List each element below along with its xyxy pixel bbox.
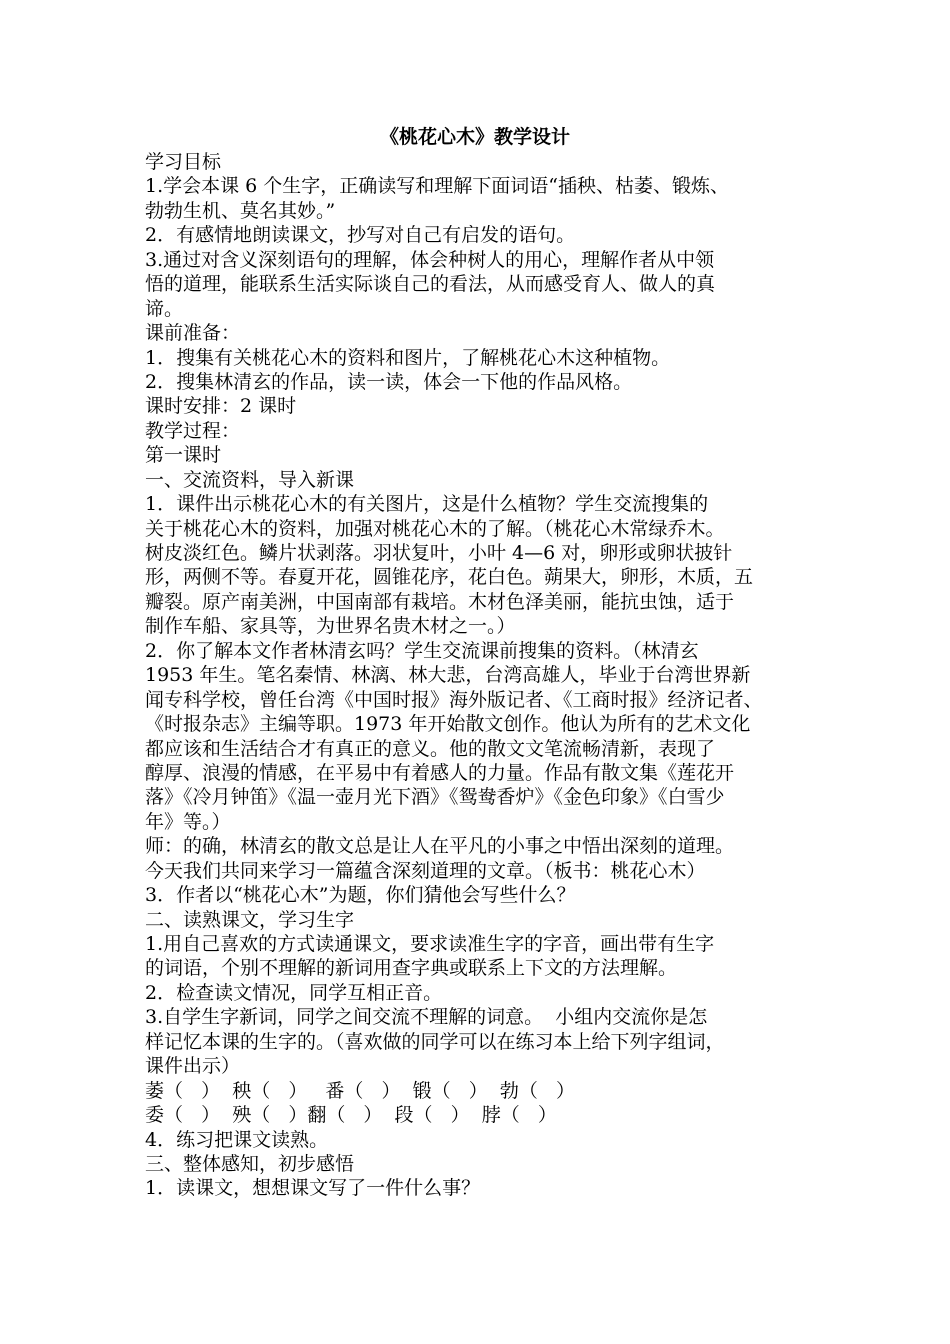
text-line: 1．读课文，想想课文写了一件什么事？ [145,1177,481,1200]
text-line: 都应该和生活结合才有真正的意义。他的散文文笔流畅清新，表现了 [145,737,716,760]
document-title: 《桃花心木》教学设计 [379,126,570,148]
text-line: 2．有感情地朗读课文，抄写对自己有启发的语句。 [145,224,576,247]
text-line: 树皮淡红色。鳞片状剥落。羽状复叶，小叶 4—6 对，卵形或卵状披针 [145,542,733,564]
text-line: 2．搜集林清玄的作品，读一读，体会一下他的作品风格。 [145,370,633,393]
text-line: 样记忆本课的生字的。（喜欢做的同学可以在练习本上给下列字组词， [145,1030,725,1053]
text-line: 1．课件出示桃花心木的有关图片，这是什么植物？学生交流搜集的 [145,493,709,516]
text-line: 课件出示） [145,1055,241,1078]
text-line: 3.自学生字新词，同学之间交流不理解的词意。 小组内交流你是怎 [145,1006,708,1029]
text-line: 1.学会本课 6 个生字，正确读写和理解下面词语“插秧、枯萎、锻炼、 [145,175,730,198]
text-line: 谛。 [145,297,184,320]
document-body [145,150,815,1201]
text-line: 3.通过对含义深刻语句的理解，体会种树人的用心，理解作者从中领 [145,248,715,271]
text-line: 的词语，个别不理解的新词用查字典或联系上下文的方法理解。 [145,957,678,980]
text-line: 落》《冷月钟笛》《温一壶月光下酒》《鸳鸯香炉》《金色印象》《白雪少 [145,786,725,809]
text-line: 闻专科学校，曾任台湾《中国时报》海外版记者、《工商时报》经济记者、 [145,688,763,711]
text-line: 今天我们共同来学习一篇蕴含深刻道理的文章。（板书：桃花心木） [145,859,706,882]
text-line: 课前准备： [145,322,241,345]
text-line: 课时安排：2 课时 [145,395,297,418]
text-line: 4．练习把课文读熟。 [145,1128,329,1151]
text-line: 勃勃生机、莫名其妙。” [145,199,336,222]
text-line: 委（ ） 殃（ ）翻（ ） 段（ ） 脖（ ） [145,1104,557,1127]
text-line: 《时报杂志》主编等职。1973 年开始散文创作。他认为所有的艺术文化 [145,713,751,736]
text-line: 1．搜集有关桃花心木的资料和图片，了解桃花心木这种植物。 [145,346,671,369]
text-line: 2．检查读文情况，同学互相正音。 [145,981,443,1004]
text-line: 二、读熟课文，学习生字 [145,908,355,931]
text-line: 学习目标 [145,151,222,173]
text-line: 瓣裂。原产南美洲，中国南部有栽培。木材色泽美丽，能抗虫蚀，适于 [145,590,735,613]
text-line: 3．作者以“桃花心木”为题，你们猜他会写些什么？ [145,884,576,907]
text-line: 教学过程： [145,419,241,442]
text-line: 2．你了解本文作者林清玄吗？学生交流课前搜集的资料。（林清玄 [145,639,699,662]
text-line: 三、整体感知，初步感悟 [145,1152,355,1175]
text-line: 醇厚、浪漫的情感，在平易中有着感人的力量。作品有散文集《莲花开 [145,761,735,784]
text-line: 1.用自己喜欢的方式读通课文，要求读准生字的字音，画出带有生字 [145,933,715,955]
text-line: 关于桃花心木的资料，加强对桃花心木的了解。（桃花心木常绿乔木。 [145,517,725,540]
text-line: 悟的道理，能联系生活实际谈自己的看法，从而感受育人、做人的真 [145,273,716,296]
text-line: 萎（ ） 秧（ ） 番（ ） 锻（ ） 勃（ ） [145,1079,575,1102]
text-line: 第一课时 [145,444,222,467]
text-line: 年》等。） [145,810,231,833]
text-line: 形，两侧不等。春夏开花，圆锥花序，花白色。蒴果大，卵形，木质，五 [145,566,754,589]
text-line: 制作车船、家具等，为世界名贵木材之一。） [145,615,516,638]
text-line: 师：的确，林清玄的散文总是让人在平凡的小事之中悟出深刻的道理。 [145,835,735,858]
text-line: 1953 年生。笔名秦情、林漓、林大悲，台湾高雄人，毕业于台湾世界新 [145,664,751,687]
text-line: 一、交流资料，导入新课 [145,468,355,491]
